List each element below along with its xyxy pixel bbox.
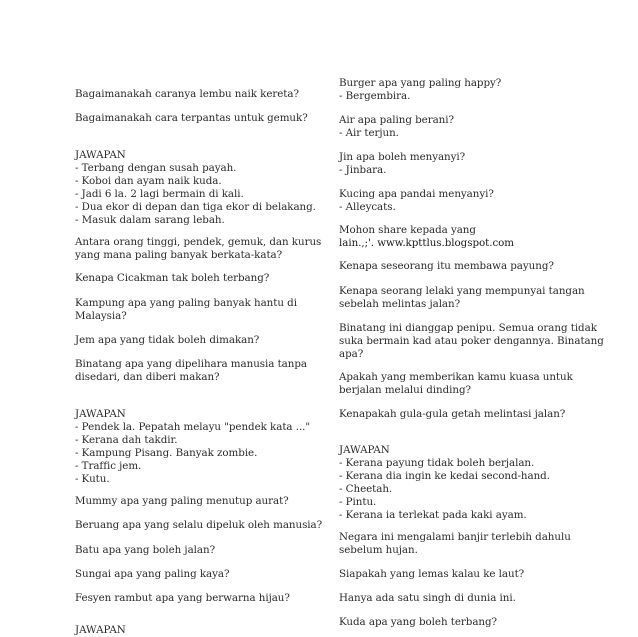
text-line: apa? — [339, 348, 364, 360]
blog-link-line[interactable]: lain.,;'. www.kpttlus.blogspot.com — [339, 237, 515, 249]
answer-line: - Koboi dan ayam naik kuda. — [75, 175, 222, 187]
answer-line: - Terbang dengan susah payah. — [75, 162, 237, 174]
text-line: Beruang apa yang selalu dipeluk oleh manusia? — [75, 519, 323, 531]
text-line: Apakah yang memberikan kamu kuasa untuk — [339, 371, 573, 383]
text-line: Mohon share kepada yang — [339, 224, 476, 236]
text-line: suka bermain kad atau poker dengannya. Binatang — [339, 335, 604, 347]
text-line: Kuda apa yang boleh terbang? — [339, 616, 498, 628]
answer-line: - Kerana dah takdir. — [75, 434, 178, 446]
text-line: Kenapa Cicakman tak boleh terbang? — [75, 272, 270, 284]
text-line: Kenapa seseorang itu membawa payung? — [339, 260, 554, 272]
section-heading: JAWAPAN — [75, 149, 126, 161]
answer-line: - Pintu. — [339, 496, 377, 508]
text-line: Bagaimanakah cara terpantas untuk gemuk? — [75, 112, 308, 124]
text-line: Binatang ini dianggap penipu. Semua orang tidak — [339, 322, 597, 334]
text-line: Negara ini mengalami banjir terlebih dahulu — [339, 531, 571, 543]
answer-line: - Dua ekor di depan dan tiga ekor di belakang. — [75, 201, 316, 213]
text-line: Burger apa yang paling happy? — [339, 77, 502, 89]
text-line: Air apa paling berani? — [339, 114, 454, 126]
text-line: Kenapa seorang lelaki yang mempunyai tangan — [339, 285, 585, 297]
text-line: yang mana paling banyak berkata-kata? — [75, 249, 283, 261]
text-line: disedari, dan diberi makan? — [75, 371, 220, 383]
text-line: sebelah melintas jalan? — [339, 298, 461, 310]
answer-line: - Pendek la. Pepatah melayu "pendek kata ..." — [75, 421, 311, 433]
section-heading: JAWAPAN — [339, 444, 390, 456]
answer-line: - Bergembira. — [339, 90, 411, 102]
text-line: Jem apa yang tidak boleh dimakan? — [75, 334, 260, 346]
section-heading: JAWAPAN — [75, 408, 126, 420]
text-line: Kucing apa pandai menyanyi? — [339, 188, 494, 200]
text-line: Hanya ada satu singh di dunia ini. — [339, 592, 516, 604]
text-line: Binatang apa yang dipelihara manusia tanpa — [75, 358, 307, 370]
answer-line: - Kutu. — [75, 473, 110, 485]
answer-line: - Alleycats. — [339, 201, 396, 213]
text-line: Antara orang tinggi, pendek, gemuk, dan kurus — [75, 236, 322, 248]
text-line: Malaysia? — [75, 310, 127, 322]
answer-line: - Kerana dia ingin ke kedai second-hand. — [339, 470, 550, 482]
answer-line: - Traffic jem. — [75, 460, 142, 472]
text-line: Sungai apa yang paling kaya? — [75, 568, 230, 580]
text-line: Fesyen rambut apa yang berwarna hijau? — [75, 592, 290, 604]
answer-line: - Cheetah. — [339, 483, 393, 495]
answer-line: - Jadi 6 la. 2 lagi bermain di kali. — [75, 188, 244, 200]
text-line: Mummy apa yang paling menutup aurat? — [75, 495, 289, 507]
text-line: Jin apa boleh menyanyi? — [339, 151, 466, 163]
answer-line: - Air terjun. — [339, 127, 399, 139]
text-line: berjalan melalui dinding? — [339, 384, 471, 396]
text-line: Kampung apa yang paling banyak hantu di — [75, 297, 297, 309]
section-heading: JAWAPAN — [75, 624, 126, 636]
text-line: Siapakah yang lemas kalau ke laut? — [339, 568, 525, 580]
text-line: sebelum hujan. — [339, 544, 418, 556]
answer-line: - Jinbara. — [339, 164, 387, 176]
text-line: Kenapakah gula-gula getah melintasi jalan? — [339, 408, 566, 420]
answer-line: - Masuk dalam sarang lebah. — [75, 214, 225, 226]
answer-line: - Kerana ia terlekat pada kaki ayam. — [339, 509, 527, 521]
text-line: Bagaimanakah caranya lembu naik kereta? — [75, 88, 299, 100]
text-line: Batu apa yang boleh jalan? — [75, 544, 216, 556]
answer-line: - Kampung Pisang. Banyak zombie. — [75, 447, 258, 459]
answer-line: - Kerana payung tidak boleh berjalan. — [339, 457, 535, 469]
